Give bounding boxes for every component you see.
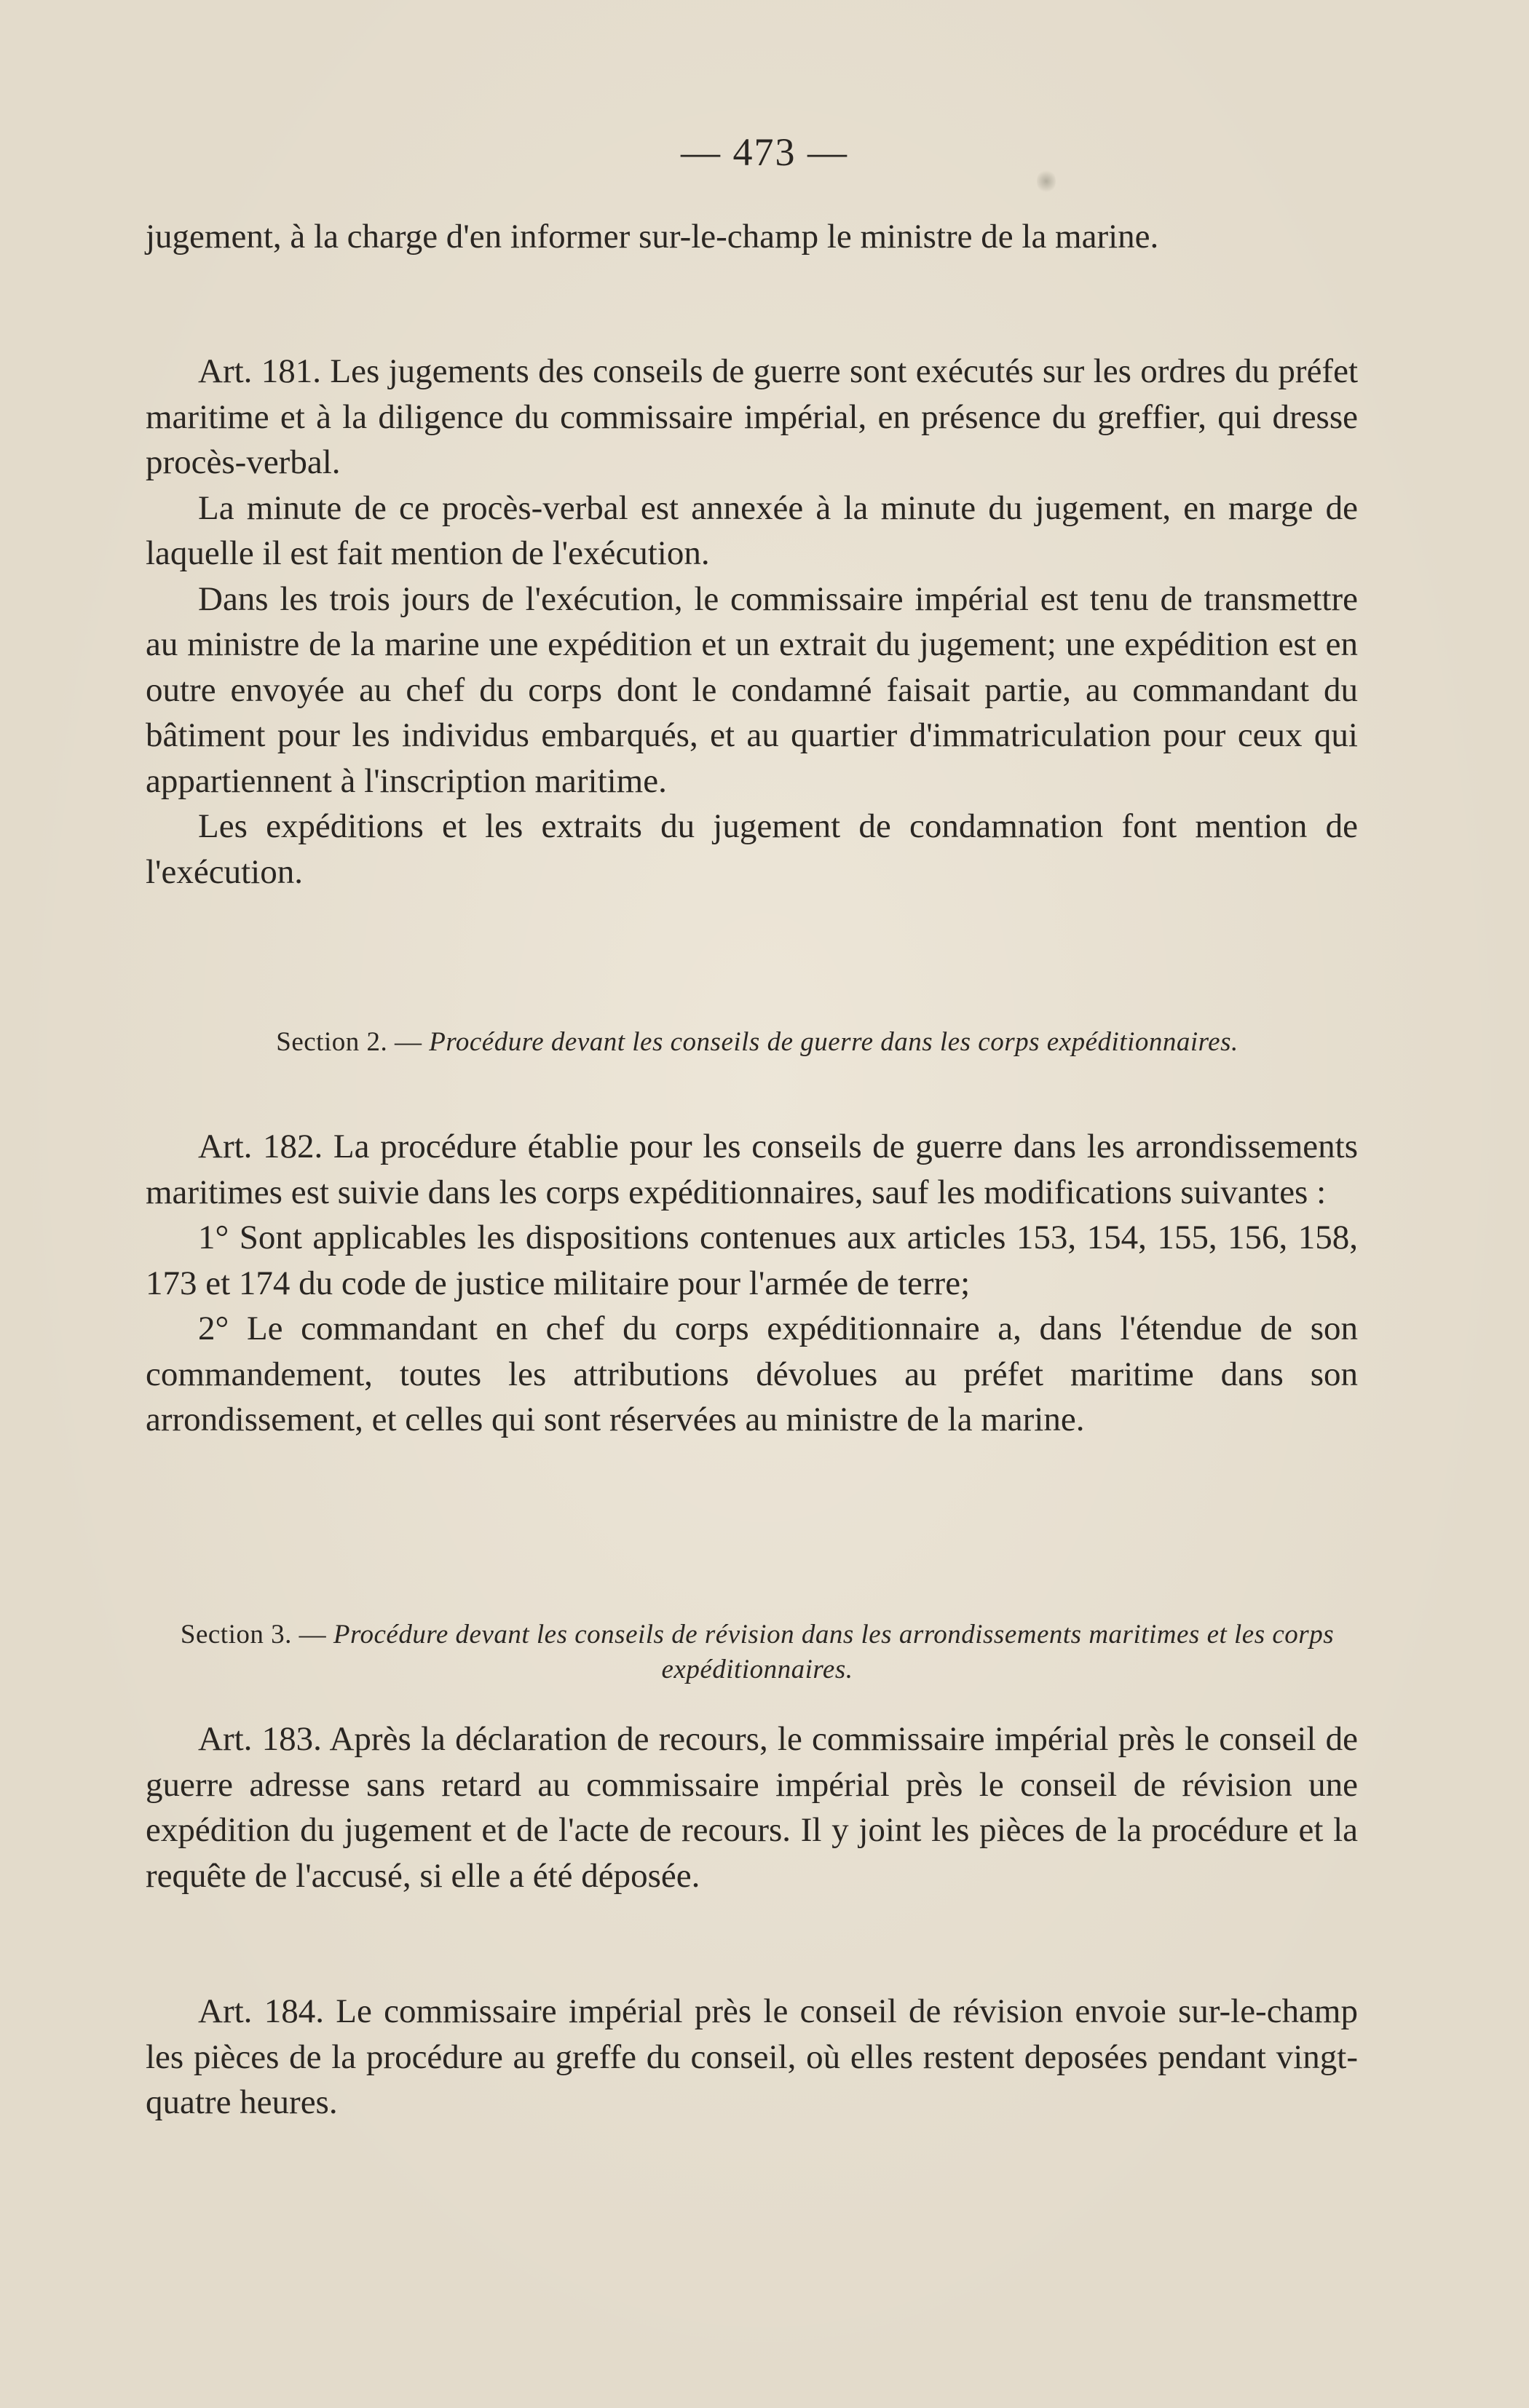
section-2-title: Procédure devant les conseils de guerre dans les corps expéditionnaires. bbox=[429, 1027, 1238, 1057]
section-3-title: Procédure devant les conseils de révision dans les arrondissements maritimes et les corps expéditionnaires. bbox=[333, 1620, 1335, 1684]
article-182-paragraph-1: Art. 182. La procédure établie pour les conseils de guerre dans les arrondissements maritimes est suivie dans les corps expéditionnaires, sauf les modifications suivantes : bbox=[146, 1128, 1358, 1211]
continuation-paragraph: jugement, à la charge d'en informer sur-le-champ le ministre de la marine. bbox=[146, 218, 1159, 256]
section-2-heading bbox=[146, 1025, 1369, 1060]
article-181-paragraph-3: Dans les trois jours de l'exécution, le commissaire impérial est tenu de transmettre au ministre de la marine une expédition et un extrait du jugement; une expédition est en outre envoyée au chef du corps dont le condamné faisait partie, au commandant du bâtiment pour les individus embarqués, et au quartier d'immatriculation pour ceux qui appartiennent à l'inscription maritime. bbox=[146, 579, 1358, 800]
article-182-paragraph-2: 1° Sont applicables les dispositions contenues aux articles 153, 154, 155, 156, 158, 173 et 174 du code de justice militaire pour l'armée de terre; bbox=[146, 1219, 1358, 1302]
article-182-paragraph-3: 2° Le commandant en chef du corps expéditionnaire a, dans l'étendue de son commandement, toutes les attributions dévolues au préfet maritime dans son arrondissement, et celles qui sont réservées au ministre de la marine. bbox=[146, 1310, 1358, 1438]
article-181-paragraph-1: Art. 181. Les jugements des conseils de guerre sont exécutés sur les ordres du préfet maritime et à la diligence du commissaire impérial, en présence du greffier, qui dresse procès-verbal. bbox=[146, 352, 1358, 481]
article-183-paragraph-1: Art. 183. Après la déclaration de recours, le commissaire impérial près le conseil de guerre adresse sans retard au commissaire impérial près le conseil de révision une expédition du jugement et de l'acte de recours. Il y joint les pièces de la procédure et la requête de l'accusé, si elle a été déposée. bbox=[146, 1720, 1358, 1895]
article-184-paragraph-1: Art. 184. Le commissaire impérial près le conseil de révision envoie sur-le-champ les pièces de la procédure au greffe du conseil, où elles restent deposées pendant vingt-quatre heures. bbox=[146, 1992, 1358, 2121]
section-3-label: Section 3. — bbox=[180, 1620, 333, 1649]
article-182 bbox=[146, 1124, 1358, 1443]
page-number: — 473 — bbox=[681, 130, 848, 174]
section-2-label: Section 2. — bbox=[276, 1027, 430, 1057]
article-181-paragraph-4: Les expéditions et les extraits du jugement de condamnation font mention de l'exécution. bbox=[146, 807, 1358, 891]
paper-speck bbox=[1037, 169, 1056, 194]
article-184 bbox=[146, 1989, 1358, 2126]
continuation-block bbox=[146, 214, 1358, 260]
section-3-heading bbox=[146, 1617, 1369, 1687]
article-181-paragraph-2: La minute de ce procès-verbal est annexée à la minute du jugement, en marge de laquelle il est fait mention de l'exécution. bbox=[146, 488, 1358, 572]
article-183 bbox=[146, 1716, 1358, 1898]
article-181 bbox=[146, 349, 1358, 895]
